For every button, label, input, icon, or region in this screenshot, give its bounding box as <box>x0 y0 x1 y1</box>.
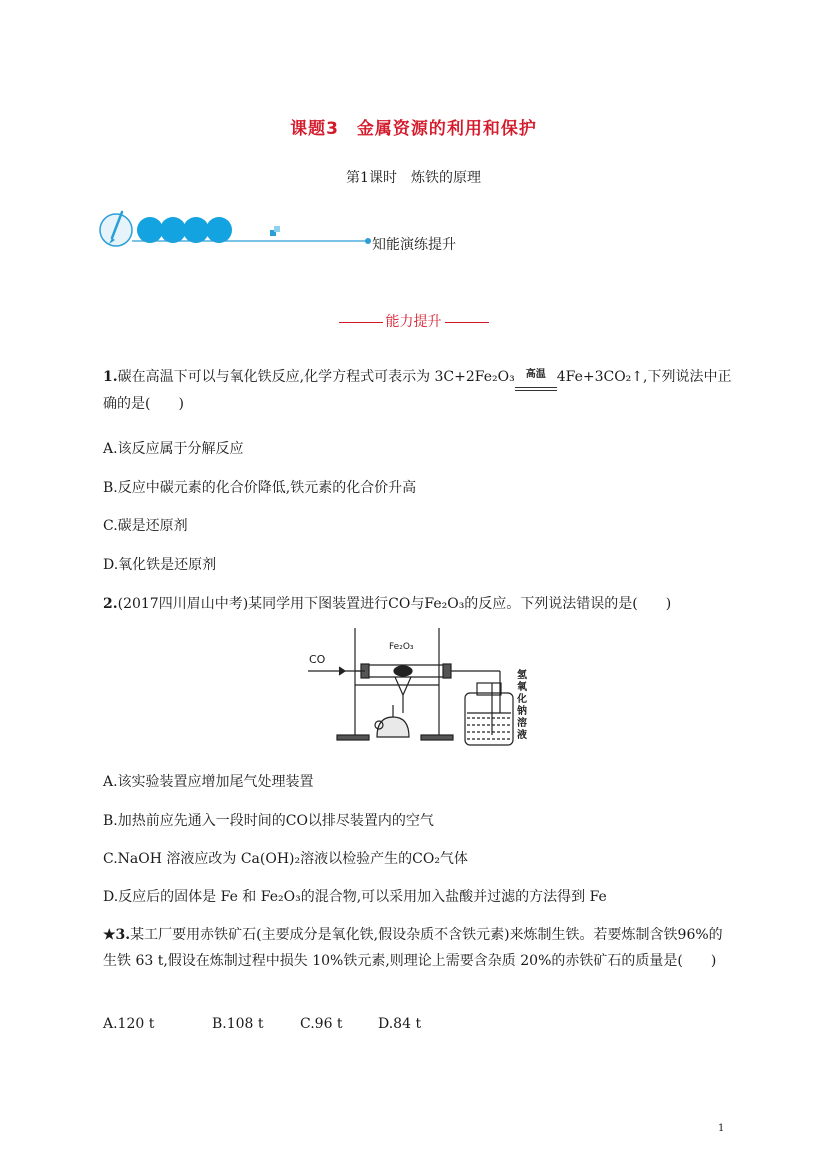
option-d: D.氧化铁是还原剂 <box>103 557 217 573</box>
option-b: B.108 t <box>212 1016 264 1032</box>
question-1-stem <box>103 362 733 417</box>
option-c: C.NaOH 溶液应改为 Ca(OH)₂溶液以检验产生的CO₂气体 <box>103 851 468 867</box>
section-label: 能力提升 <box>385 314 442 330</box>
page-subtitle: 第1课时 炼铁的原理 <box>346 170 481 186</box>
section-heading <box>0 311 827 331</box>
banner-label: 知能演练提升 <box>372 237 456 253</box>
question-2-stem <box>103 591 733 617</box>
page-title: 课题3 金属资源的利用和保护 <box>290 119 537 139</box>
question-number: 2. <box>103 596 118 612</box>
solution-char: 钠 <box>517 706 527 717</box>
solution-char: 氢 <box>517 670 527 681</box>
question-text: 某工厂要用赤铁矿石(主要成分是氧化铁,假设杂质不含铁元素)来炼制生铁。若要炼制含铁96%的生铁 63 t,假设在炼制过程中损失 10%铁元素,则理论上需要含杂质 20%的赤铁矿石的质量是( ) <box>103 927 723 969</box>
question-number: ★3. <box>103 927 131 943</box>
solution-char: 氧 <box>517 682 527 693</box>
apparatus-figure <box>305 625 535 755</box>
banner-graphic <box>98 204 378 250</box>
option-b: B.反应中碳元素的化合价降低,铁元素的化合价升高 <box>103 480 417 496</box>
option-c: C.96 t <box>300 1016 343 1032</box>
equals-sign <box>515 387 557 391</box>
option-a: A.120 t <box>103 1016 155 1032</box>
question-text: 4Fe+3CO₂↑,下列说法中正确的是( ) <box>103 369 732 412</box>
section-rule-left <box>339 322 383 323</box>
reaction-condition <box>515 362 557 391</box>
question-3-stem <box>103 922 733 974</box>
question-text: (2017四川眉山中考)某同学用下图装置进行CO与Fe₂O₃的反应。下列说法错误的是( ) <box>117 596 672 612</box>
option-d: D.84 t <box>378 1016 422 1032</box>
figure-label-solution <box>517 670 529 742</box>
solution-char: 化 <box>517 694 527 705</box>
option-a: A.该反应属于分解反应 <box>103 441 244 457</box>
option-c: C.碳是还原剂 <box>103 518 188 534</box>
option-d: D.反应后的固体是 Fe 和 Fe₂O₃的混合物,可以采用加入盐酸并过滤的方法得到 Fe <box>103 889 607 905</box>
figure-label-fe2o3: Fe₂O₃ <box>389 642 414 652</box>
solution-char: 溶 <box>517 718 527 729</box>
figure-label-co: CO <box>309 653 326 666</box>
option-b: B.加热前应先通入一段时间的CO以排尽装置内的空气 <box>103 813 434 829</box>
page-number: 1 <box>718 1123 725 1134</box>
section-rule-right <box>445 322 489 323</box>
option-a: A.该实验装置应增加尾气处理装置 <box>103 774 314 790</box>
solution-char: 液 <box>517 730 527 741</box>
question-number: 1. <box>103 369 118 385</box>
condition-label: 高温 <box>525 369 546 380</box>
question-text: 碳在高温下可以与氧化铁反应,化学方程式可表示为 3C+2Fe₂O₃ <box>117 369 515 385</box>
